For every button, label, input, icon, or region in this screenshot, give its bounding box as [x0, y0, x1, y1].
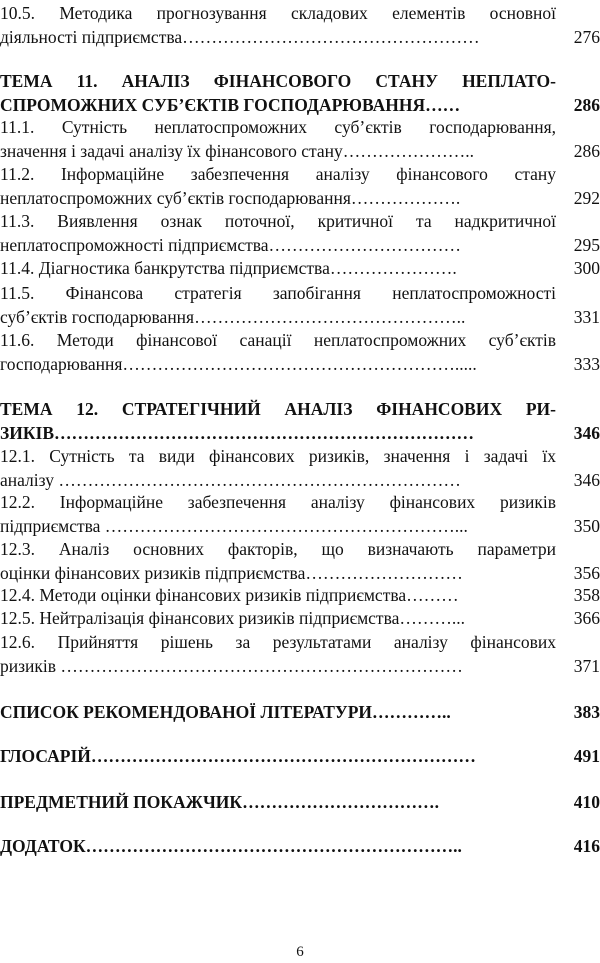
toc-page-number: 331 — [573, 306, 600, 327]
toc-entry-text: 11.5. Фінансова стратегія запобігання неплатоспроможності — [0, 283, 556, 303]
toc-entry-line — [0, 329, 600, 353]
toc-entry-line — [0, 835, 600, 859]
toc-entry-text: 12.5. Нейтралізація фінансових ризиків підприємства………... — [0, 608, 466, 628]
toc-entry-line — [0, 210, 600, 234]
toc-entry — [0, 631, 600, 678]
toc-section-heading — [0, 70, 600, 117]
toc-entry-text: СПРОМОЖНИХ СУБ’ЄКТІВ ГОСПОДАРЮВАННЯ…… — [0, 94, 461, 115]
toc-entry — [0, 491, 600, 538]
toc-page-number: 346 — [573, 422, 600, 443]
toc-entry-line — [0, 116, 600, 140]
toc-page-number: 491 — [573, 746, 600, 766]
toc-page-number: 286 — [573, 140, 600, 161]
toc-entry-text: підприємства ……………………………………………………... — [0, 515, 468, 536]
toc-entry-text: 11.4. Діагностика банкрутства підприємства…………………. — [0, 258, 457, 278]
toc-entry-line — [0, 515, 600, 539]
toc-entry-line — [0, 701, 600, 725]
toc-entry — [0, 329, 600, 376]
page-number: 6 — [296, 944, 304, 960]
toc-entry-line — [0, 445, 600, 469]
toc-page-number: 366 — [573, 608, 600, 628]
toc-page-number: 346 — [573, 469, 600, 490]
toc-entry — [0, 257, 600, 281]
toc-entry — [0, 116, 600, 163]
toc-section-heading — [0, 398, 600, 445]
toc-entry — [0, 210, 600, 257]
toc-entry-line — [0, 187, 600, 211]
toc-entry-text: господарювання…………………………………………………..... — [0, 353, 477, 374]
toc-entry-text: 12.2. Інформаційне забезпечення аналізу фінансових ризиків — [0, 492, 556, 512]
toc-entry-line — [0, 2, 600, 26]
toc-entry-text: ТЕМА 12. СТРАТЕГІЧНИЙ АНАЛІЗ ФІНАНСОВИХ РИ- — [0, 399, 556, 419]
toc-entry-line — [0, 257, 600, 281]
toc-entry-text: ЗИКІВ……………………………………………………………… — [0, 422, 475, 443]
toc-entry-text: 11.3. Виявлення ознак поточної, критичної та надкритичної — [0, 211, 556, 231]
toc-page-number: 333 — [573, 353, 600, 374]
toc-entry-line — [0, 234, 600, 258]
toc-entry — [0, 607, 600, 631]
toc-entry-line — [0, 306, 600, 330]
toc-entry-line — [0, 538, 600, 562]
toc-entry-line — [0, 282, 600, 306]
toc-section-heading — [0, 745, 600, 769]
toc-entry-line — [0, 469, 600, 493]
toc-entry-text: ДОДАТОК……………………………………………………….. — [0, 836, 462, 856]
toc-page-number: 286 — [573, 94, 600, 115]
toc-page-number: 295 — [573, 234, 600, 255]
toc-page-number: 300 — [573, 258, 600, 278]
toc-entry-line — [0, 745, 600, 769]
toc-section-heading — [0, 791, 600, 815]
toc-page-number: 383 — [573, 702, 600, 722]
toc-entry-text: СПИСОК РЕКОМЕНДОВАНОЇ ЛІТЕРАТУРИ………….. — [0, 702, 451, 722]
toc-entry-line — [0, 655, 600, 679]
toc-entry-line — [0, 26, 600, 50]
toc-entry-text: суб’єктів господарювання……………………………………….. — [0, 306, 466, 327]
toc-entry — [0, 163, 600, 210]
toc-entry-line — [0, 562, 600, 586]
toc-entry-text: діяльності підприємства…………………………………………… — [0, 26, 480, 47]
toc-page-number: 276 — [573, 26, 600, 47]
toc-entry-line — [0, 70, 600, 94]
toc-entry-text: неплатоспроможності підприємства…………………………… — [0, 234, 462, 255]
toc-entry-line — [0, 163, 600, 187]
toc-entry — [0, 282, 600, 329]
toc-entry-text: ПРЕДМЕТНИЙ ПОКАЖЧИК……………………………. — [0, 792, 439, 812]
toc-entry-text: ГЛОСАРІЙ………………………………………………………… — [0, 746, 476, 766]
toc-entry-line — [0, 353, 600, 377]
toc-entry-text: 12.1. Сутність та види фінансових ризиків, значення і задачі їх — [0, 446, 556, 466]
toc-entry-text: неплатоспроможних суб’єктів господарювання………………. — [0, 187, 461, 208]
toc-entry-text: 12.6. Прийняття рішень за результатами аналізу фінансових — [0, 632, 556, 652]
toc-page-number: 292 — [573, 187, 600, 208]
toc-entry-line — [0, 491, 600, 515]
toc-page-number: 350 — [573, 515, 600, 536]
toc-entry — [0, 538, 600, 585]
toc-entry-line — [0, 422, 600, 446]
toc-entry-text: оцінки фінансових ризиків підприємства……………………… — [0, 562, 463, 583]
toc-entry-text: аналізу …………………………………………………………… — [0, 469, 461, 490]
toc-entry-text: ТЕМА 11. АНАЛІЗ ФІНАНСОВОГО СТАНУ НЕПЛАТО- — [0, 71, 556, 91]
toc-entry — [0, 584, 600, 608]
toc-entry-text: 12.3. Аналіз основних факторів, що визначають параметри — [0, 539, 556, 559]
toc-section-heading — [0, 701, 600, 725]
toc-page-number: 416 — [573, 836, 600, 856]
toc-page-number: 410 — [573, 792, 600, 812]
toc-entry-text: ризиків …………………………………………………………… — [0, 655, 463, 676]
toc-entry-line — [0, 791, 600, 815]
toc-entry-line — [0, 631, 600, 655]
toc-entry-text: значення і задачі аналізу їх фінансового стану………………….. — [0, 140, 475, 161]
toc-page-number: 371 — [573, 655, 600, 676]
toc-entry — [0, 445, 600, 492]
toc-entry-text: 11.6. Методи фінансової санації неплатоспроможних суб’єктів — [0, 330, 556, 350]
toc-page-number: 356 — [573, 562, 600, 583]
toc-page-number: 358 — [573, 585, 600, 605]
toc-entry-line — [0, 398, 600, 422]
toc-entry-text: 11.2. Інформаційне забезпечення аналізу фінансового стану — [0, 164, 556, 184]
toc-entry-line — [0, 607, 600, 631]
toc-section-heading — [0, 835, 600, 859]
toc-entry-text: 12.4. Методи оцінки фінансових ризиків підприємства……… — [0, 585, 459, 605]
toc-entry-line — [0, 584, 600, 608]
toc-entry-text: 11.1. Сутність неплатоспроможних суб’єктів господарювання, — [0, 117, 556, 137]
toc-entry-text: 10.5. Методика прогнозування складових елементів основної — [0, 3, 556, 23]
toc-entry-line — [0, 94, 600, 118]
toc-entry-line — [0, 140, 600, 164]
toc-entry — [0, 2, 600, 49]
